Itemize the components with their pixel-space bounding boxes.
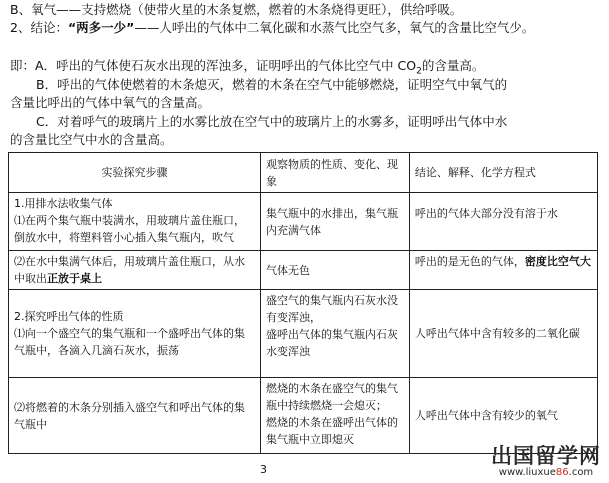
header-observation: 观察物质的性质、变化、现象 [260, 153, 409, 193]
table-cell-conclusion: 呼出的是无色的气体，密度比空气大 [409, 251, 597, 290]
watermark [491, 445, 601, 479]
header-conclusion: 结论、解释、化学方程式 [409, 153, 597, 193]
paragraph-line-4: B．呼出的气体使燃着的木条熄灭，燃着的木条在空气中能够燃烧，证明空气中氧气的 [36, 77, 508, 92]
table-cell-step: ⑵在水中集满气体后，用玻璃片盖住瓶口，从水中取出正放于桌上 [9, 251, 261, 290]
point-a-tail: 的含量高。 [421, 58, 485, 73]
table-row [9, 193, 598, 251]
table-cell-observation: 燃烧的木条在盛空气的集气瓶中持续燃烧一会熄灭； 燃烧的木条在盛呼出气体的集气瓶中立即熄灭 [260, 378, 409, 454]
table-cell-observation: 气体无色 [260, 251, 409, 290]
point-a-text: 即：A．呼出的气体使石灰水出现的浑浊多，证明呼出的气体比空气中 CO [10, 58, 417, 73]
watermark-url: www.liuxue86.com [498, 467, 594, 478]
conclusion-text: ——人呼出的气体中二氧化碳和水蒸气比空气多，氧气的含量比空气少。 [134, 20, 535, 35]
paragraph-line-2 [10, 20, 534, 36]
table-cell-conclusion: 人呼出气体中含有较多的二氧化碳 [409, 290, 597, 378]
paragraph-line-5: 含量比呼出的气体中氧气的含量高。 [10, 95, 211, 110]
table-row [9, 290, 598, 378]
table-cell-step: ⑵将燃着的木条分别插入盛空气和呼出气体的集气瓶中 [9, 378, 261, 454]
paragraph-line-7: 的含量比空气中水的含量高。 [10, 132, 173, 147]
table-header-row [9, 153, 598, 193]
watermark-title: 出国留学网 [491, 444, 601, 468]
table-cell-observation: 盛空气的集气瓶内石灰水没有变浑浊， 盛呼出气体的集气瓶内石灰水变浑浊 [260, 290, 409, 378]
header-steps: 实验探究步骤 [9, 153, 261, 193]
table-cell-conclusion: 呼出的气体大部分没有溶于水 [409, 193, 597, 251]
table-cell-step: 2.探究呼出气体的性质 ⑴向一个盛空气的集气瓶和一个盛呼出气体的集气瓶中，各滴入几滴石灰水，振荡 [9, 290, 261, 378]
experiment-table [8, 152, 598, 454]
paragraph-line-6: C．对着呼气的玻璃片上的水雾比放在空气中的玻璃片上的水雾多，证明呼出气体中水 [36, 114, 508, 129]
table-cell-conclusion: 人呼出气体中含有较少的氧气 [409, 378, 597, 454]
paragraph-line-1: B、氧气——支持燃烧（使带火星的木条复燃，燃着的木条烧得更旺），供给呼吸。 [10, 2, 463, 17]
co2-subscript: 2 [416, 66, 422, 77]
table-cell-observation: 集气瓶中的水排出，集气瓶内充满气体 [260, 193, 409, 251]
conclusion-label: 2、结论： [10, 20, 68, 35]
table-row [9, 251, 598, 290]
conclusion-key-phrase: “两多一少” [67, 20, 135, 35]
table-row [9, 378, 598, 454]
page-number: 3 [260, 463, 267, 476]
table-cell-step: 1.用排水法收集气体 ⑴在两个集气瓶中装满水，用玻璃片盖住瓶口，倒放水中，将塑料管小心插入集气瓶内，吹气 [9, 193, 261, 251]
